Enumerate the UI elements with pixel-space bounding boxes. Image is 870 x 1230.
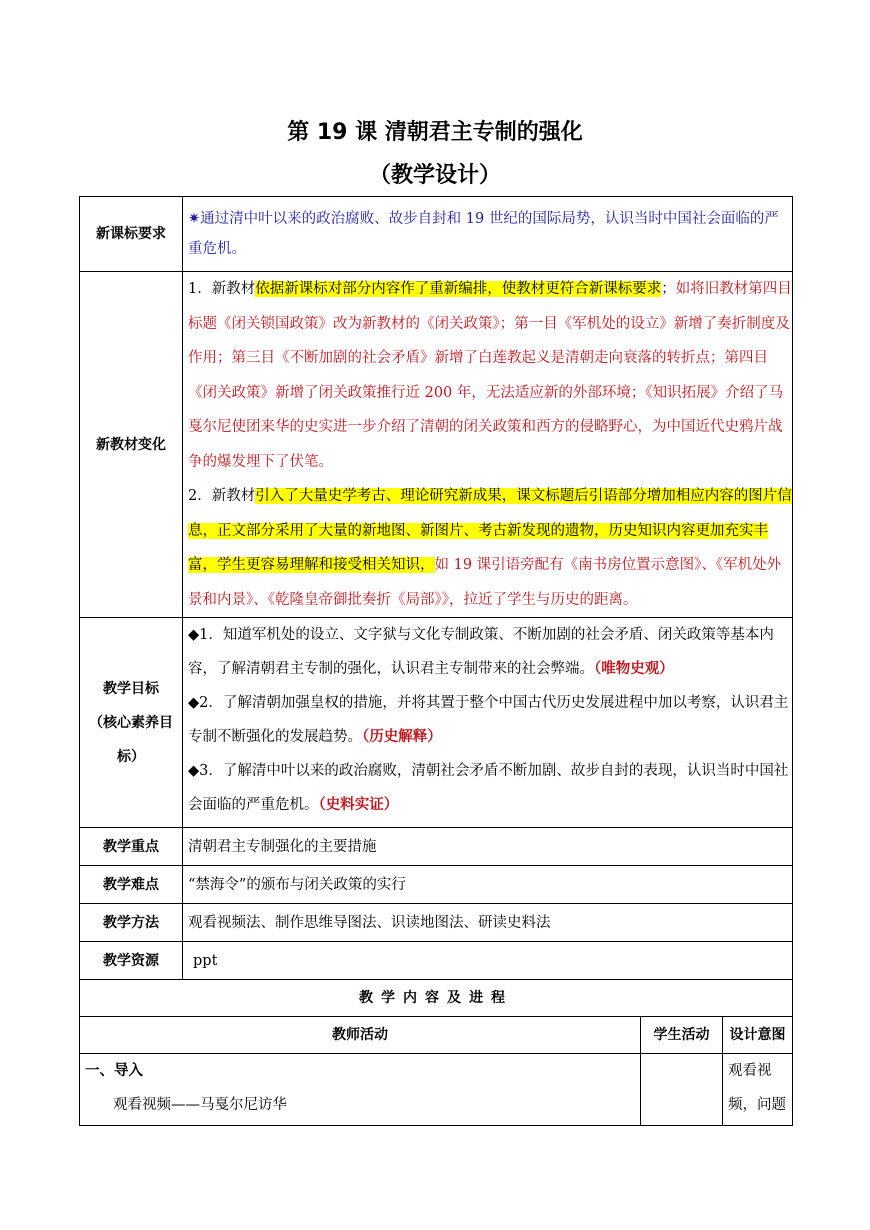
goal-1-tag: （唯物史观）	[594, 660, 674, 677]
col-header-student: 学生活动	[641, 1017, 723, 1054]
label-difficulty: 教学难点	[80, 866, 183, 904]
row-method	[80, 904, 793, 942]
lesson-plan-table	[79, 196, 793, 1126]
page-title: 第 19 课 清朝君主专制的强化	[287, 120, 583, 145]
intro-teacher-cell	[80, 1054, 641, 1126]
changes-p1-highlight: 依据新课标对部分内容作了重新编排，使教材更符合新课标要求	[255, 281, 662, 297]
row-goals	[80, 618, 793, 828]
row-changes	[80, 272, 793, 618]
changes-p2-lead: 2．新教材	[188, 488, 256, 504]
row-resource	[80, 942, 793, 980]
label-standard: 新课标要求	[80, 197, 183, 272]
col-header-design: 设计意图	[723, 1017, 793, 1054]
standard-content	[183, 197, 793, 272]
changes-paragraph-2	[188, 479, 792, 617]
label-goals-line3: 标）	[117, 748, 145, 765]
intro-student-cell	[641, 1054, 723, 1126]
goal-2-tag: （历史解释）	[362, 728, 442, 745]
goal-3-tag: （史料实证）	[318, 796, 399, 813]
changes-content	[183, 272, 793, 618]
goal-3	[188, 754, 792, 822]
goal-1-text: ◆1．知道军机处的设立、文字狱与文化专制政策、不断加剧的社会矛盾、闭关政策等基本内容，了解清朝君主专制的强化，认识君主专制带来的社会弊端。	[188, 627, 774, 677]
goals-content	[183, 618, 793, 828]
method-text: 观看视频法、制作思维导图法、识读地图法、研读史料法	[183, 904, 793, 942]
intro-design-text: 观看视频，问题	[723, 1054, 793, 1126]
changes-p1-lead: 1．新教材	[188, 281, 256, 297]
row-process-title	[80, 980, 793, 1017]
changes-p2-rest: 如 19 课引语旁配有《南书房位置示意图》、《军机处外景和内景》、《乾隆皇帝御批奏折《局部》》，拉近了学生与历史的距离。	[188, 557, 782, 608]
focus-text: 清朝君主专制强化的主要措施	[183, 828, 793, 866]
col-header-teacher: 教师活动	[80, 1017, 641, 1054]
goal-2	[188, 686, 792, 754]
changes-p1-sep: ；	[661, 281, 676, 297]
label-changes: 新教材变化	[80, 272, 183, 618]
process-section-title: 教学内容及进程	[80, 980, 793, 1017]
label-resource: 教学资源	[80, 942, 183, 980]
standard-text: 通过清中叶以来的政治腐败、故步自封和 19 世纪的国际局势，认识当时中国社会面临的严重危机。	[188, 211, 779, 257]
row-difficulty	[80, 866, 793, 904]
resource-text: ppt	[183, 942, 793, 980]
row-standard	[80, 197, 793, 272]
goal-1	[188, 618, 792, 686]
label-goals-line1: 教学目标	[103, 680, 159, 697]
intro-heading: 一、导入	[85, 1063, 143, 1079]
star-bullet-icon: ✷	[188, 211, 201, 227]
label-goals-line2: （核心素养目	[89, 714, 173, 731]
intro-text: 观看视频——马戛尔尼访华	[113, 1097, 287, 1113]
changes-p2-highlight: 引入了大量史学考古、理论研究新成果，课文标题后引语部分增加相应内容的图片信息，正文部分采用了大量的新地图、新图片、考古新发现的遗物，历史知识内容更加充实丰富，学生更容易理解和接受相关知识，	[188, 488, 792, 573]
changes-paragraph-1	[188, 272, 792, 479]
row-focus	[80, 828, 793, 866]
label-focus: 教学重点	[80, 828, 183, 866]
row-process-header	[80, 1017, 793, 1054]
difficulty-text: “禁海令”的颁布与闭关政策的实行	[183, 866, 793, 904]
page-subtitle: （教学设计）	[368, 163, 501, 188]
goal-2-text: ◆2．了解清朝加强皇权的措施，并将其置于整个中国古代历史发展进程中加以考察，认识君主专制不断强化的发展趋势。	[188, 695, 789, 745]
label-goals	[80, 618, 183, 828]
row-intro	[80, 1054, 793, 1126]
label-method: 教学方法	[80, 904, 183, 942]
goal-3-text: ◆3．了解清中叶以来的政治腐败，清朝社会矛盾不断加剧、故步自封的表现，认识当时中国社会面临的严重危机。	[188, 763, 789, 813]
changes-p1-rest: 如将旧教材第四目标题《闭关锁国政策》改为新教材的《闭关政策》；第一目《军机处的设立》新增了奏折制度及作用；第三目《不断加剧的社会矛盾》新增了白莲教起义是清朝走向衰落的转折点；第四目《闭关政策》新增了闭关政策推行近 200 年，无法适应新的外部环境；《知识拓展》介绍了马戛尔尼使团来华的史实进一步介绍了清朝的闭关政策和西方的侵略野心，为中国近代史鸦片战争的爆发埋下了伏笔。	[188, 281, 792, 470]
